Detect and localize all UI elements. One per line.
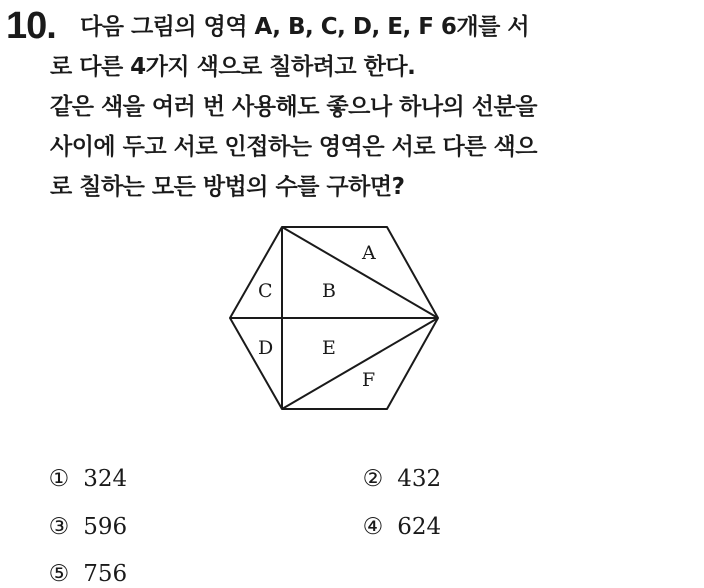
question-line-3: 같은 색을 여러 번 사용해도 좋으나 하나의 선분을 bbox=[50, 94, 537, 120]
question-line-1: 다음 그림의 영역 A, B, C, D, E, F 6개를 서 bbox=[80, 14, 530, 40]
choice-5-mark: ⑤ bbox=[48, 561, 70, 587]
region-label-e: E bbox=[322, 337, 336, 359]
choice-2-mark: ② bbox=[362, 466, 384, 492]
question-line-4: 사이에 두고 서로 인접하는 영역은 서로 다른 색으 bbox=[50, 134, 537, 160]
question-number: 10. bbox=[6, 5, 56, 47]
lower-diagonal bbox=[282, 318, 438, 409]
choice-4-value: 624 bbox=[397, 514, 442, 540]
choice-2-value: 432 bbox=[397, 466, 442, 492]
choice-3-mark: ③ bbox=[48, 514, 70, 540]
upper-diagonal bbox=[282, 227, 438, 318]
choice-1-mark: ① bbox=[48, 466, 70, 492]
choice-3-value: 596 bbox=[83, 514, 128, 540]
region-label-c: C bbox=[258, 280, 273, 302]
choice-5-value: 756 bbox=[83, 561, 128, 587]
hexagon-diagram bbox=[224, 222, 442, 414]
region-label-a: A bbox=[362, 242, 376, 264]
question-line-5: 로 칠하는 모든 방법의 수를 구하면? bbox=[50, 174, 405, 200]
region-label-b: B bbox=[322, 280, 336, 302]
choice-1-value: 324 bbox=[83, 466, 128, 492]
region-label-d: D bbox=[258, 337, 274, 359]
choice-4 bbox=[348, 485, 441, 541]
question-line-2: 로 다른 4가지 색으로 칠하려고 한다. bbox=[50, 54, 416, 80]
region-label-f: F bbox=[362, 369, 376, 391]
choice-4-mark: ④ bbox=[362, 514, 384, 540]
choice-5 bbox=[34, 532, 127, 588]
hexagon-figure bbox=[224, 222, 442, 414]
